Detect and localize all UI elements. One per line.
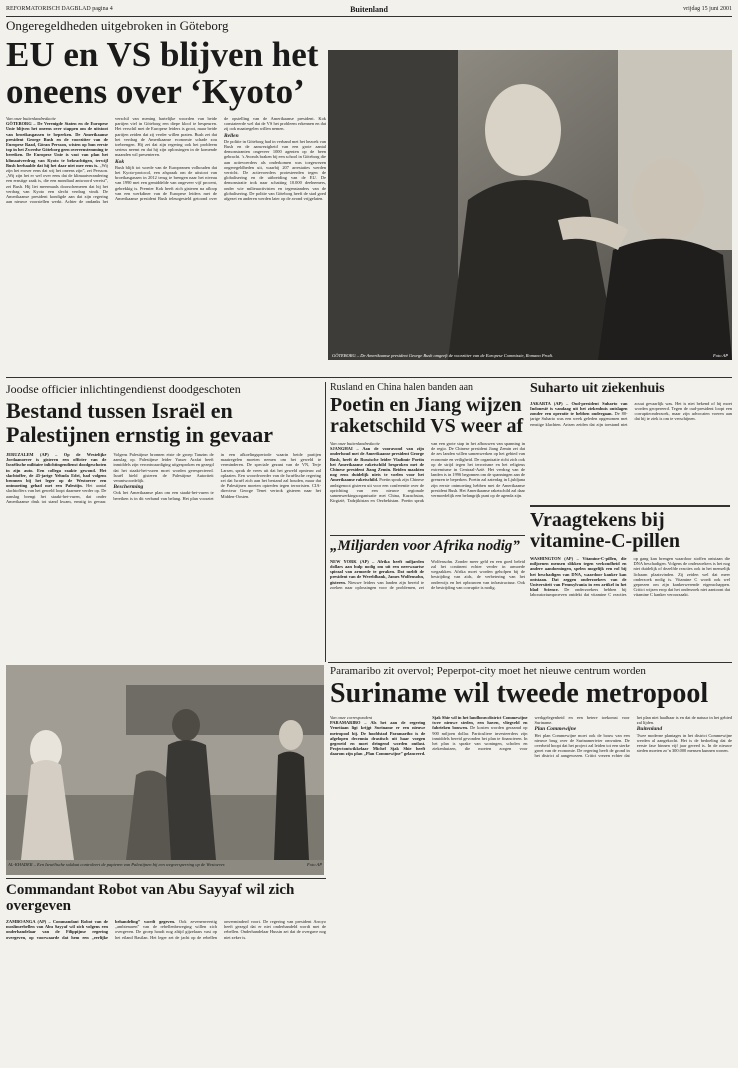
photo-image xyxy=(6,665,324,860)
paragraph: Twee moderne plantages in het district Commewijne werden al aangekocht. Het is de bedoeling dat de eerste fase binnen vijf jaar gereed is. In de nieuwe steden moeten zo’n 300.000 mensen kunnen wonen. xyxy=(636,732,732,754)
kicker: Ongeregeldheden uitgebroken in Göteborg xyxy=(6,18,229,33)
photo-image xyxy=(328,50,732,360)
subheading: Plan Commewijne xyxy=(534,726,577,733)
article-body xyxy=(6,452,321,662)
lead: GÖTEBORG – De Verenigde Staten en de Europese Unie blijven het oneens over stappen om de uitstoot van broeikasgassen te beperken. De Amerikaanse president George Bush en de voorzitter van de Europese Raad, Göran Persson, wisten op hun eerste top in het Zweedse Göteborg geen overeenstemming te bereiken. De Europese Unie is vast van plan het klimaatverdrag van Kyoto te bekrachtigen, terwijl Bush herhaalde dat hij het daar niet mee eens is. xyxy=(6,121,108,168)
paragraph: De 80-jarige Suharto was een week geleden opgenomen met ernstige klachten. Artsen zeiden dat zijn toestand niet acuut gevaarlijk was. Het is niet bekend of hij moet worden geopereerd. Tegen de oud-president loopt een corruptieonderzoek, maar zijn advocaten voeren aan dat hij te ziek is om te verschijnen. xyxy=(530,400,732,427)
photo-bush-prodi xyxy=(328,50,732,360)
article-body xyxy=(330,441,525,523)
article-body xyxy=(530,401,732,491)
subheading: Rellen xyxy=(224,132,239,139)
paragraph: „Wij zijn het erover eens dat wij het oneens zijn”, zei Persson. „Wij zijn het er wel over eens dat de klimaatverandering een ernstige zaak is, die een mondiaal antwoord vereist”, zei Bush. Hij liet meermaals doorschemeren dat hij het verdrag van Kyoto een slecht verdrag vindt. De Amerikaanse president kondigde aan dat zijn regering aan nieuwe voorstellen werkt. Achter de ondanks het verschil van mening hartelijke woorden van beide partijen viel in Göteborg een diepe kloof te bespeuren. Het verschil met de Europese leiders is groot, maar beide partijen zeiden dat zij verder willen praten. Bush zei dat het verdrag de Amerikaanse economie schade zou toebrengen. Hij zei dat zijn regering ook het probleem serieus neemt en dat hij zijn oplossingen in de komende maanden wil presenteren. xyxy=(6,116,217,205)
headline: Commandant Robot van Abu Sayyaf wil zich overgeven xyxy=(6,882,295,914)
article-vitamine xyxy=(530,505,730,657)
article-body xyxy=(6,919,326,1014)
lead: PARAMARIBO – Als het aan de regering Venetiaan ligt krijgt Suriname er een nieuwe metropool bij. De hoofdstad Paramaribo is de afgelopen decennia drastisch uit haar voegen gegroeid en moet dringend worden ontlast. Projectontwikkelaar Michel Sjak Shie heeft daarom zijn plan „Plan Commewijne” gelanceerd. Sjak Shie wil in het landbouwdistrict Commewijne twee nieuwe steden, een haven, vliegveld en fabrieken bouwen. xyxy=(330,715,528,757)
byline: Van onze buitenlandredactie xyxy=(6,116,56,121)
divider xyxy=(328,662,732,663)
paragraph: De onderzoekers hebben bij laboratoriumproeven ontdekt dat vitamine C reacties op gang kan brengen waardoor stoffen ontstaan die DNA beschadigen. Volgens de onderzoekers is het nog niet duidelijk of dezelfde reacties ook in het menselijk lichaam plaatsvinden. Zij zeiden wel dat meer onderzoek nodig is. Vitamine C wordt ook wel geprezen om zijn kankerwerende eigenschappen. Critici wijzen erop dat het onderzoek niet aantoont dat vitamine C kanker veroorzaakt. xyxy=(530,556,730,598)
photo-credit: Foto AP xyxy=(306,862,322,867)
divider xyxy=(6,878,326,879)
article-body xyxy=(330,715,732,965)
lead: JERUZALEM (AP) – Op de Westelijke Jordaanoever is gisteren een officier van de Israëlische militaire inlichtingendienst doodgeschoten in zijn auto. Een collega raakte gewond. Het slachtoffer, de 45-jarige Yehuda Edri, had volgens bronnen bij het leger op de Westoever een ontmoeting gehad met een Palestijn. xyxy=(6,452,107,489)
paragraph: De kosten worden geraamd op 900 miljoen dollar. Particuliere investeerders zijn inmiddels bereid gevonden het plan te financieren. In het plan is sprake van woningen, scholen en ziekenhuizen, die moeten zorgen voor werkgelegenheid en een betere toekomst voor Suriname. xyxy=(432,715,630,752)
article-body xyxy=(6,116,326,346)
lead: SJANGHAI – Aan de vooravond van zijn onderhoud met de Amerikaanse president George Bush, heeft de Russische leider Vladimir Poetin het Amerikaanse raketschild besproken met de Chinese president Jiang Zemin. Beiden maakten nog eens duidelijk niets te voelen voor het Amerikaanse raketschild. xyxy=(330,446,424,483)
divider xyxy=(325,382,326,662)
subheading: Bescherming xyxy=(113,484,144,491)
photo-credit: Foto AP xyxy=(712,353,728,358)
paragraph: Het verdrag van de landen is in 1996 begonnen om de spanningen aan de grenzen te beperken. Poetin zal zaterdag in Ljubljana zijn eerste ontmoeting hebben met de Amerikaanse president Bush. Het Amerikaanse raketschild zal daar vermoedelijk een belangrijk punt op de agenda zijn. xyxy=(431,467,525,499)
headline: Suharto uit ziekenhuis xyxy=(530,381,665,396)
paragraph: Het aantal slachtoffers van het geweld loopt daarmee verder op. De aanslag brengt het staakt-het-vuren, dat onder Amerikaanse druk tot stand kwam, ernstig in gevaar. Volgens Palestijnse bronnen eiste de groep Tanzim de aanslag op. Palestijnse leider Yasser Arafat heeft inmiddels zijn verontwaardiging uitgesproken en gezegd dat het staakt-het-vuren moet worden gerespecteerd. Israël hield gisteren de Palestijnse Autoriteit verantwoordelijk. xyxy=(6,452,214,504)
lead: ZAMBOANGA (AP) – Commandant Robot van de moslimrebellen van Abu Sayyaf wil zich volgens een onderhandelaar van de Filippijnse regering overgeven, op voorwaarde dat hem een „eerlijke behandeling” wordt gegeven. xyxy=(6,919,176,940)
page-header xyxy=(6,6,732,17)
article-afrika xyxy=(330,535,525,658)
paragraph: Het plan Commewijne moet ook de bouw van een nieuwe brug over de Surinamerivier omvatten. De overheid hoopt dat het project zal leiden tot een sterke groei van de economie. De regering heeft de grond in het district al aangewezen. Critici vrezen echter dat het plan niet haalbaar is en dat de natuur in het gebied zal lijden. xyxy=(534,715,732,759)
paragraph: Bush blijft tot woede van de Europeanen volhouden dat het Kyoto-protocol, een afspraak om de uitstoot van broeikasgassen in 2012 terug te brengen naar het niveau van 1990 met een gemiddelde van ongeveer vijf procent, gebrekkig is. Premier Kok heeft zich gisteren na afloop van een werkdiner van de Europese leiders met de Amerikaanse president Bush teleurgesteld getoond over de opstelling van de Amerikaanse president. Kok constateerde wel dat de VS het probleem erkennen en dat zij ook maatregelen willen nemen. xyxy=(115,116,326,202)
article-kyoto xyxy=(6,18,326,373)
photo-caption: GÖTEBORG – De Amerikaanse president George Bush omgeeft de voorzitter van de Europese Commissie, Romano Prodi. xyxy=(332,353,554,358)
divider xyxy=(6,377,732,378)
article-poetin xyxy=(330,382,525,532)
paragraph: De politie in Göteborg had in verband met het bezoek van Bush en de aanwezigheid van een grote aantal demonstranten ongeveer 1000 agenten op de been gebracht. ’s Avonds braken bij een school in Göteborg die aan actievoerders als onderkomen was toegewezen ongeregeldheden uit, waarbij 207 arrestaties werden verricht. De actievoerders protesteerden tegen de globalisering en de uitbreiding van de EU. De demonstratie trok naar schatting 10.000 deelnemers, onder wie milieuactivisten en tegenstanders van de globalisering. De politie van Göteborg heeft de stad goed afgezet en anderen werden later op de avond vrijgelaten. xyxy=(224,138,326,202)
lead: WASHINGTON (AP) – Vitamine-C-pillen, die miljoenen mensen slikken tegen verkoudheid en andere aandoeningen, spelen mogelijk een rol bij het beschadigen van DNA, waardoor kanker kan ontstaan. Dat zeggen onderzoekers van de Universiteit van Pennsylvania in een artikel in het blad Science. xyxy=(530,556,627,593)
article-israel xyxy=(6,382,321,662)
headline: Suriname wil tweede metropool xyxy=(330,678,709,709)
paragraph: Ook het Amerikaanse plan om een staakt-het-vuren te bereiken is in dit verband van belang. Het plan voorziet in een afkoelingsperiode waarin beide partijen maatregelen moeten nemen om het geweld te verminderen. De speciale gezant van de VN, Terje Larsen, sprak de vrees uit dat het geweld opnieuw zal oplaaien. Een woordvoerder van de Israëlische regering zei dat Israël zich aan het bestand zal houden, maar dat de Palestijnen moeten optreden tegen terroristen. CIA-directeur George Tenet vertrok gisteren naar het Midden-Oosten. xyxy=(113,452,321,501)
photo-caption: AL-KHADER – Een Israëlische soldaat controleert de papieren van Palestijnen bij een wegversperring op de Westoever. xyxy=(8,862,226,867)
paragraph: Poetin sprak zijn Chinese ambtgenoot gisteren uit voor een conferentie over de oprichting van een nieuwe regionale samenwerkingsorganisatie met China, Kazachstan, Kirgizië, Tadzjikistan en Oezbekistan. Poetin sprak van een grote stap in het afbouwen van spanning in de regio. De Chinese president Jiang Zemin zei dat de zes landen willen samenwerken op het gebied van economie en veiligheid. De organisatie richt zich ook op de strijd tegen het terrorisme en het religieus extremisme in Centraal-Azië. xyxy=(330,441,525,504)
headline: Bestand tussen Israël en Palestijnen ernstig in gevaar xyxy=(6,398,274,447)
subheading: Kok xyxy=(115,158,125,165)
lead: NEW YORK (AP) – Afrika heeft miljarden dollars aan hulp nodig om uit een neerwaartse spiraal van armoede te geraken. Dat meldt de president van de Wereldbank, James Wolfensohn, gisteren. xyxy=(330,558,424,585)
header-date: vrijdag 15 juni 2001 xyxy=(683,6,732,12)
section-title: Buitenland xyxy=(350,5,388,14)
headline: Poetin en Jiang wijzen raketschild VS weer af xyxy=(330,394,524,437)
article-abu-sayyaf xyxy=(6,882,326,1022)
article-suriname xyxy=(330,665,732,1020)
subheading: Buitenland xyxy=(636,726,663,733)
lead: JAKARTA (AP) – Oud-president Suharto van Indonesië is vandaag uit het ziekenhuis ontslagen zonder een operatie te hebben ondergaan. xyxy=(530,400,628,417)
article-body xyxy=(530,556,730,658)
header-left: REFORMATORISCH DAGBLAD pagina 4 xyxy=(6,6,113,12)
headline: Vraagtekens bij vitamine-C-pillen xyxy=(530,509,680,552)
article-suharto xyxy=(530,382,732,502)
headline: EU en VS blijven het oneens over ‘Kyoto’ xyxy=(6,35,319,111)
byline: Van onze correspondent xyxy=(330,715,373,720)
photo-al-khader xyxy=(6,665,324,875)
headline: „Miljarden voor Afrika nodig” xyxy=(330,538,520,554)
kicker: Paramaribo zit overvol; Peperpot-city moet het nieuwe centrum worden xyxy=(330,665,646,677)
article-body xyxy=(330,559,525,654)
paragraph: Ook zevenenveertig „ambtenaren” van de rebellenbeweging willen zich overgeven. De groep houdt nog altijd gijzelaars vast op het eiland Basilan. Het leger zet de jacht op de rebellen onverminderd voort. De regering van president Arroyo heeft gezegd dat er niet onderhandeld wordt met de rebellen. Onderhandelaar Hussin zei dat de overgave nog niet zeker is. xyxy=(115,919,326,940)
byline: Van onze buitenlandredactie xyxy=(330,441,380,446)
kicker: Joodse officier inlichtingendienst doodgeschoten xyxy=(6,382,241,396)
paragraph: Nieuwe leiders van landen zijn bereid te zoeken naar oplossingen voor de problemen, zei Wolfensohn. Zonder meer geld en een goed beleid zal het continent echter verder in armoede wegzakken. Afrika moet worden geholpen bij de bestrijding van aids, de verbetering van het onderwijs en het opbouwen van infrastructuur. Ook de bestrijding van corruptie is nodig. xyxy=(330,558,525,590)
kicker: Rusland en China halen banden aan xyxy=(330,382,474,393)
